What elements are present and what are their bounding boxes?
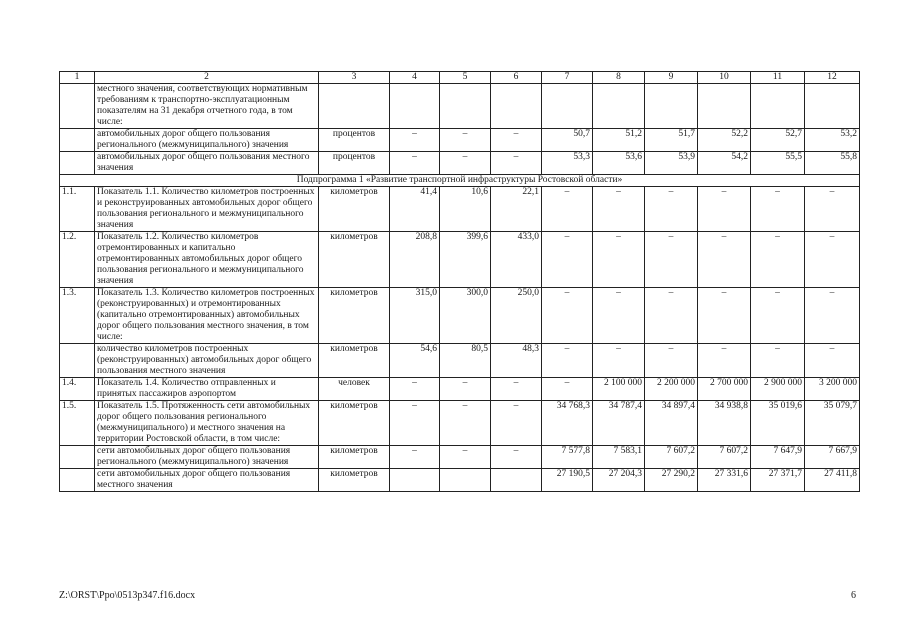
value-cell: – xyxy=(645,288,698,344)
value-cell: – xyxy=(390,378,440,401)
value-cell xyxy=(542,84,593,129)
value-cell xyxy=(751,84,805,129)
value-cell: – xyxy=(593,232,645,288)
value-cell: 80,5 xyxy=(440,344,491,378)
indicator-name: местного значения, соответствующих нормативным требованиям к транспортно-эксплуатационным показателям на 31 декабря отчетного года, в том числе: xyxy=(95,84,319,129)
value-cell: 54,6 xyxy=(390,344,440,378)
value-cell: – xyxy=(698,187,751,232)
value-cell: – xyxy=(751,187,805,232)
indicator-name: количество километров построенных (реконструированных) автомобильных дорог общего пользования местного значения xyxy=(95,344,319,378)
indicator-name: Показатель 1.5. Протяженность сети автомобильных дорог общего пользования регионального (межмуниципального) и местного значения на территории Ростовской области, в том числе: xyxy=(95,401,319,446)
column-number: 10 xyxy=(698,72,751,84)
value-cell: – xyxy=(390,152,440,175)
subprogram-title: Подпрограмма 1 «Развитие транспортной инфраструктуры Ростовской области» xyxy=(60,175,860,187)
value-cell: 27 371,7 xyxy=(751,469,805,492)
unit-cell: процентов xyxy=(319,129,390,152)
table-row xyxy=(60,129,860,152)
row-number xyxy=(60,446,95,469)
column-number: 1 xyxy=(60,72,95,84)
table-row xyxy=(60,187,860,232)
row-number xyxy=(60,84,95,129)
value-cell: 41,4 xyxy=(390,187,440,232)
indicator-name: автомобильных дорог общего пользования местного значения xyxy=(95,152,319,175)
value-cell: – xyxy=(542,344,593,378)
indicator-name: сети автомобильных дорог общего пользования регионального (межмуниципального) значения xyxy=(95,446,319,469)
value-cell: 35 079,7 xyxy=(805,401,860,446)
value-cell: 27 411,8 xyxy=(805,469,860,492)
unit-cell: человек xyxy=(319,378,390,401)
value-cell: 2 700 000 xyxy=(698,378,751,401)
value-cell: 2 200 000 xyxy=(645,378,698,401)
value-cell: – xyxy=(805,232,860,288)
footer-page-number: 6 xyxy=(851,590,856,601)
column-number: 11 xyxy=(751,72,805,84)
value-cell: 3 200 000 xyxy=(805,378,860,401)
value-cell: 50,7 xyxy=(542,129,593,152)
value-cell: – xyxy=(751,288,805,344)
value-cell xyxy=(805,84,860,129)
value-cell xyxy=(440,469,491,492)
row-number: 1.4. xyxy=(60,378,95,401)
value-cell: 52,7 xyxy=(751,129,805,152)
row-number: 1.3. xyxy=(60,288,95,344)
value-cell: 53,6 xyxy=(593,152,645,175)
value-cell: – xyxy=(698,344,751,378)
value-cell: – xyxy=(698,288,751,344)
value-cell: – xyxy=(698,232,751,288)
value-cell: – xyxy=(805,288,860,344)
value-cell: – xyxy=(542,232,593,288)
indicator-name: Показатель 1.2. Количество километров отремонтированных и капитально отремонтированных автомобильных дорог общего пользования регионального и межмуниципального значения xyxy=(95,232,319,288)
value-cell xyxy=(698,84,751,129)
table-row xyxy=(60,344,860,378)
unit-cell: километров xyxy=(319,187,390,232)
value-cell: 300,0 xyxy=(440,288,491,344)
indicator-name: Показатель 1.4. Количество отправленных и принятых пассажиров аэропортом xyxy=(95,378,319,401)
value-cell xyxy=(491,84,542,129)
value-cell: 27 331,6 xyxy=(698,469,751,492)
unit-cell xyxy=(319,84,390,129)
indicator-name: сети автомобильных дорог общего пользования местного значения xyxy=(95,469,319,492)
value-cell: – xyxy=(805,187,860,232)
row-number: 1.1. xyxy=(60,187,95,232)
unit-cell: километров xyxy=(319,288,390,344)
value-cell: – xyxy=(390,129,440,152)
value-cell: – xyxy=(440,401,491,446)
table-row xyxy=(60,152,860,175)
unit-cell: процентов xyxy=(319,152,390,175)
value-cell: – xyxy=(645,187,698,232)
value-cell: 55,5 xyxy=(751,152,805,175)
value-cell: 7 607,2 xyxy=(698,446,751,469)
value-cell: – xyxy=(593,344,645,378)
unit-cell: километров xyxy=(319,344,390,378)
value-cell: – xyxy=(440,152,491,175)
value-cell xyxy=(390,84,440,129)
value-cell: 27 290,2 xyxy=(645,469,698,492)
value-cell: – xyxy=(593,288,645,344)
unit-cell: километров xyxy=(319,232,390,288)
value-cell: 51,2 xyxy=(593,129,645,152)
value-cell xyxy=(593,84,645,129)
value-cell: 27 190,5 xyxy=(542,469,593,492)
value-cell: 7 607,2 xyxy=(645,446,698,469)
value-cell: – xyxy=(805,344,860,378)
value-cell: – xyxy=(390,401,440,446)
column-number: 9 xyxy=(645,72,698,84)
row-number: 1.5. xyxy=(60,401,95,446)
column-number: 4 xyxy=(390,72,440,84)
value-cell: – xyxy=(491,401,542,446)
value-cell xyxy=(440,84,491,129)
value-cell: – xyxy=(440,446,491,469)
value-cell: 315,0 xyxy=(390,288,440,344)
table-row xyxy=(60,401,860,446)
value-cell: 27 204,3 xyxy=(593,469,645,492)
value-cell: – xyxy=(542,378,593,401)
value-cell: 34 897,4 xyxy=(645,401,698,446)
value-cell: 208,8 xyxy=(390,232,440,288)
value-cell: – xyxy=(645,344,698,378)
column-number: 3 xyxy=(319,72,390,84)
value-cell: 53,2 xyxy=(805,129,860,152)
row-number: 1.2. xyxy=(60,232,95,288)
column-number: 2 xyxy=(95,72,319,84)
table-row xyxy=(60,84,860,129)
indicator-name: автомобильных дорог общего пользования регионального (межмуниципального) значения xyxy=(95,129,319,152)
unit-cell: километров xyxy=(319,446,390,469)
column-number: 7 xyxy=(542,72,593,84)
value-cell: – xyxy=(542,288,593,344)
value-cell: 54,2 xyxy=(698,152,751,175)
column-number: 8 xyxy=(593,72,645,84)
indicator-name: Показатель 1.1. Количество километров построенных и реконструированных автомобильных дорог общего пользования регионального и межмуниципального значения xyxy=(95,187,319,232)
value-cell: – xyxy=(440,378,491,401)
value-cell: – xyxy=(491,129,542,152)
footer-file-path: Z:\ORST\Ppo\0513p347.f16.docx xyxy=(59,590,196,601)
value-cell: 7 667,9 xyxy=(805,446,860,469)
value-cell: – xyxy=(751,344,805,378)
value-cell: 35 019,6 xyxy=(751,401,805,446)
unit-cell: километров xyxy=(319,401,390,446)
value-cell: 10,6 xyxy=(440,187,491,232)
subprogram-title-row xyxy=(60,175,860,187)
value-cell: 51,7 xyxy=(645,129,698,152)
value-cell: – xyxy=(645,232,698,288)
value-cell xyxy=(491,469,542,492)
row-number xyxy=(60,129,95,152)
value-cell: 55,8 xyxy=(805,152,860,175)
value-cell xyxy=(390,469,440,492)
value-cell: 34 768,3 xyxy=(542,401,593,446)
table-row xyxy=(60,232,860,288)
value-cell: – xyxy=(390,446,440,469)
value-cell: – xyxy=(593,187,645,232)
value-cell: 2 100 000 xyxy=(593,378,645,401)
table-row xyxy=(60,446,860,469)
table-row xyxy=(60,288,860,344)
value-cell: 7 647,9 xyxy=(751,446,805,469)
value-cell: 48,3 xyxy=(491,344,542,378)
value-cell: 53,9 xyxy=(645,152,698,175)
value-cell: – xyxy=(440,129,491,152)
value-cell: – xyxy=(751,232,805,288)
value-cell: 433,0 xyxy=(491,232,542,288)
value-cell: – xyxy=(491,152,542,175)
column-number: 5 xyxy=(440,72,491,84)
value-cell: 250,0 xyxy=(491,288,542,344)
column-number: 12 xyxy=(805,72,860,84)
row-number xyxy=(60,344,95,378)
value-cell: 7 583,1 xyxy=(593,446,645,469)
indicator-name: Показатель 1.3. Количество километров построенных (реконструированных) и отремонтированных (капитально отремонтированных) автомобильных дорог общего пользования местного значения, в том числе: xyxy=(95,288,319,344)
value-cell: 34 938,8 xyxy=(698,401,751,446)
value-cell: 53,3 xyxy=(542,152,593,175)
table-row xyxy=(60,378,860,401)
table-row xyxy=(60,469,860,492)
value-cell: 7 577,8 xyxy=(542,446,593,469)
value-cell: – xyxy=(491,446,542,469)
column-number: 6 xyxy=(491,72,542,84)
value-cell: 34 787,4 xyxy=(593,401,645,446)
column-number-row xyxy=(60,72,860,84)
value-cell: 22,1 xyxy=(491,187,542,232)
row-number xyxy=(60,469,95,492)
value-cell: 399,6 xyxy=(440,232,491,288)
row-number xyxy=(60,152,95,175)
value-cell: – xyxy=(542,187,593,232)
value-cell xyxy=(645,84,698,129)
value-cell: 52,2 xyxy=(698,129,751,152)
value-cell: – xyxy=(491,378,542,401)
unit-cell: километров xyxy=(319,469,390,492)
value-cell: 2 900 000 xyxy=(751,378,805,401)
indicators-table xyxy=(59,71,860,492)
